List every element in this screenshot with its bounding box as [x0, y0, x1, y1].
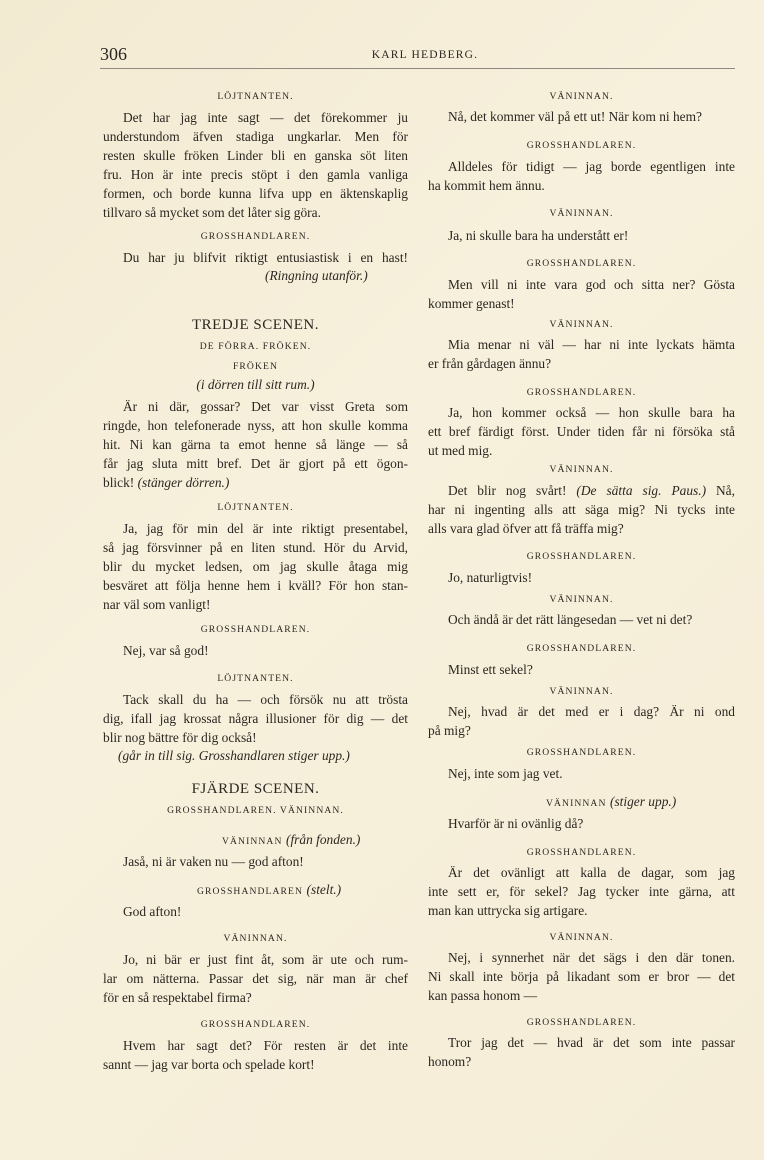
dialogue-paragraph: [103, 950, 408, 1007]
speaker-name: GROSSHANDLAREN.: [200, 231, 311, 242]
text-line: Alldeles för tidigt — jag borde egentligen inte: [448, 159, 735, 174]
text-line: Hvarför är ni ovänlig då?: [448, 816, 584, 831]
speaker: GROSSHANDLAREN: [197, 886, 304, 897]
stage-direction: (Ringning utanför.): [265, 268, 368, 283]
dialogue-paragraph: [103, 852, 408, 871]
speaker: VÄNINNAN: [546, 798, 607, 809]
speaker-name: VÄNINNAN.: [549, 91, 614, 102]
text-line: Jaså, ni är vaken nu — god afton!: [123, 854, 304, 869]
text: blick!: [103, 475, 135, 490]
stage-direction: (i dörren till sitt rum.): [196, 377, 315, 392]
text-line: ett bref färdigt först. Under tiden får ni försöka stå: [428, 424, 735, 439]
text-line: God afton!: [123, 904, 182, 919]
text-line: Ja, ni skulle bara ha understått er!: [448, 228, 629, 243]
speaker-name: [428, 792, 735, 811]
page-number: 306: [100, 44, 127, 64]
text-line: på mig?: [428, 723, 471, 738]
text-line: lar om nätterna. Passar det sig, när man är chef: [103, 971, 408, 986]
text-line: fru. Hon är inte precis stöpt i den gamla vanliga: [103, 167, 408, 182]
dialogue-paragraph: [428, 226, 735, 245]
dialogue-paragraph: [428, 568, 735, 587]
text-line: Hvem har sagt det? För resten är det inte: [123, 1038, 408, 1053]
speaker-name: VÄNINNAN.: [549, 208, 614, 219]
dialogue-paragraph: [103, 397, 408, 492]
text-line: Nå, det kommer väl på ett ut! När kom ni hem?: [448, 109, 702, 124]
dialogue-paragraph: [428, 157, 735, 195]
text-line: [428, 481, 735, 500]
dialogue-paragraph: [428, 1033, 735, 1071]
stage-direction: (stelt.): [306, 882, 342, 897]
speaker-name: VÄNINNAN.: [549, 464, 614, 475]
dialogue-paragraph: [103, 902, 408, 921]
text-line: kan passa honom —: [428, 988, 537, 1003]
speaker-name: [103, 880, 408, 899]
speaker-name: LÖJTNANTEN.: [217, 673, 294, 684]
speaker-name: LÖJTNANTEN.: [217, 91, 294, 102]
text-line: Tack skall du ha — och försök nu att trösta: [123, 692, 408, 707]
text-line: för en så respektabel firma?: [103, 990, 252, 1005]
speaker-name: GROSSHANDLAREN.: [526, 258, 637, 269]
dialogue-paragraph: [103, 1036, 408, 1074]
speaker-name: VÄNINNAN.: [549, 932, 614, 943]
stage-direction: (stiger upp.): [610, 794, 677, 809]
stage-direction: (går in till sig. Grosshandlaren stiger upp.): [118, 748, 350, 763]
text-line: Är det ovänligt att kalla de dagar, som jag: [448, 865, 735, 880]
text-line: får jag sluta mitt bref. Det är gjort på ett ögon-: [103, 456, 408, 471]
dialogue-paragraph: [428, 948, 735, 1005]
text-line: honom?: [428, 1054, 472, 1069]
text-line: Nej, var så god!: [123, 643, 209, 658]
dialogue-paragraph: [428, 107, 735, 126]
text-line: nar väl som vanligt!: [103, 597, 211, 612]
text-line: blir nog bättre för dig också!: [103, 730, 257, 745]
speaker-name: VÄNINNAN.: [549, 686, 614, 697]
speaker-name: GROSSHANDLAREN.: [526, 387, 637, 398]
speaker-name: GROSSHANDLAREN.: [526, 140, 637, 151]
text-line: Det har jag inte sagt — det förekommer ju: [123, 110, 408, 125]
stage-direction: (från fonden.): [286, 832, 361, 847]
text-line: sannt — jag var borta och spelade kort!: [103, 1057, 315, 1072]
text-line: ut med mig.: [428, 443, 493, 458]
text-line: kommer genast!: [428, 296, 515, 311]
speaker-name: VÄNINNAN.: [549, 319, 614, 330]
text-line: så jag försvinner på en liten stund. Hör du Arvid,: [103, 540, 408, 555]
dialogue-paragraph: [428, 403, 735, 460]
text-line: ha kommit hem ännu.: [428, 178, 545, 193]
text-line: Tror jag det — hvad är det som inte passar: [448, 1035, 735, 1050]
dialogue-paragraph: [428, 610, 735, 629]
dialogue-paragraph: [428, 335, 735, 373]
speaker-name: GROSSHANDLAREN.: [200, 1019, 311, 1030]
text-line: hit. Ni kan gärna ta emot henne så länge — så: [103, 437, 408, 452]
dialogue-paragraph: [103, 519, 408, 614]
stage-direction: (De sätta sig. Paus.): [576, 483, 707, 498]
scene-cast: GROSSHANDLAREN. VÄNINNAN.: [167, 805, 344, 816]
scene-title: FJÄRDE SCENEN.: [191, 781, 320, 797]
text-line: formen, och borde kunna lifva upp en äktenskaplig: [103, 186, 408, 201]
speaker-name: GROSSHANDLAREN.: [526, 551, 637, 562]
scene-title: TREDJE SCENEN.: [192, 317, 319, 333]
dialogue-paragraph: [103, 641, 408, 660]
text-line: blir du mycket ledsen, om jag skulle åtaga mig: [103, 559, 408, 574]
text-line: [103, 473, 408, 492]
text-line: understundom äfven stadiga ungkarlar. Men för: [103, 129, 408, 144]
dialogue-paragraph: [428, 660, 735, 679]
text-line: Minst ett sekel?: [448, 662, 533, 677]
text-line: Är ni där, gossar? Det var visst Greta som: [123, 399, 408, 414]
text-line: Nej, hvad är det med er i dag? Är ni ond: [448, 704, 735, 719]
text-line: Nej, inte som jag vet.: [448, 766, 563, 781]
running-title: KARL HEDBERG.: [371, 49, 479, 61]
text-line: man kan uttrycka sig artigare.: [428, 903, 588, 918]
speaker-name: GROSSHANDLAREN.: [526, 847, 637, 858]
text-line: ringde, hon telefonerade nyss, att hon skulle komma: [103, 418, 408, 433]
text-line: Ja, jag för min del är inte riktigt presentabel,: [123, 521, 408, 536]
speaker: VÄNINNAN: [222, 836, 283, 847]
text-line: er från gårdagen ännu?: [428, 356, 552, 371]
text-line: resten skulle fröken Linder bli en ganska söt liten: [103, 148, 408, 163]
text-line: Nej, i synnerhet när det sägs i den där tonen.: [448, 950, 735, 965]
speaker-name: VÄNINNAN.: [223, 933, 288, 944]
speaker-name: GROSSHANDLAREN.: [200, 624, 311, 635]
text-line: har ni ingenting alls att säga mig? Ni tycks inte: [428, 502, 735, 517]
text: Nå,: [716, 483, 735, 498]
dialogue-paragraph: [428, 814, 735, 833]
text-line: Ni skall inte börja på likadant som er bror — det: [428, 969, 735, 984]
speaker-name: GROSSHANDLAREN.: [526, 643, 637, 654]
speaker-name: [103, 830, 408, 849]
text: Det blir nog svårt!: [448, 483, 567, 498]
text-line: alls vara glad öfver att få träffa mig?: [428, 521, 624, 536]
text-line: tillvaro så mycket som det låter sig göra.: [103, 205, 321, 220]
text-line: dig, ifall jag krossat några illusioner för dig — det: [103, 711, 408, 726]
stage-direction: (stänger dörren.): [137, 475, 230, 490]
speaker-name: FRÖKEN: [233, 361, 278, 372]
text-line: inte sett er, för sekel? Jag tycker inte gärna, att: [428, 884, 735, 899]
text-line: Du har ju blifvit riktigt entusiastisk i en hast!: [123, 250, 408, 265]
dialogue-paragraph: [428, 764, 735, 783]
dialogue-paragraph: [103, 690, 408, 747]
dialogue-paragraph: [428, 863, 735, 920]
dialogue-paragraph: [428, 275, 735, 313]
dialogue-paragraph: [103, 248, 408, 267]
text-line: Jo, ni bär er just fint åt, som är ute och rum-: [123, 952, 408, 967]
text-line: besväret att följa henne hem i kväll? För hon stan-: [103, 578, 408, 593]
speaker-name: VÄNINNAN.: [549, 594, 614, 605]
text-line: Och ändå är det rätt längesedan — vet ni det?: [448, 612, 693, 627]
speaker-name: GROSSHANDLAREN.: [526, 1017, 637, 1028]
dialogue-paragraph: [428, 702, 735, 740]
speaker-name: LÖJTNANTEN.: [217, 502, 294, 513]
dialogue-paragraph: [428, 481, 735, 538]
scene-cast: DE FÖRRA. FRÖKEN.: [199, 341, 312, 352]
text-line: Jo, naturligtvis!: [448, 570, 533, 585]
text-line: Mia menar ni väl — har ni inte lyckats hämta: [448, 337, 735, 352]
text-line: Ja, hon kommer också — hon skulle bara ha: [448, 405, 735, 420]
dialogue-paragraph: [103, 108, 408, 222]
header-rule: [100, 68, 735, 69]
speaker-name: GROSSHANDLAREN.: [526, 747, 637, 758]
text-line: Men vill ni inte vara god och sitta ner? Gösta: [448, 277, 735, 292]
